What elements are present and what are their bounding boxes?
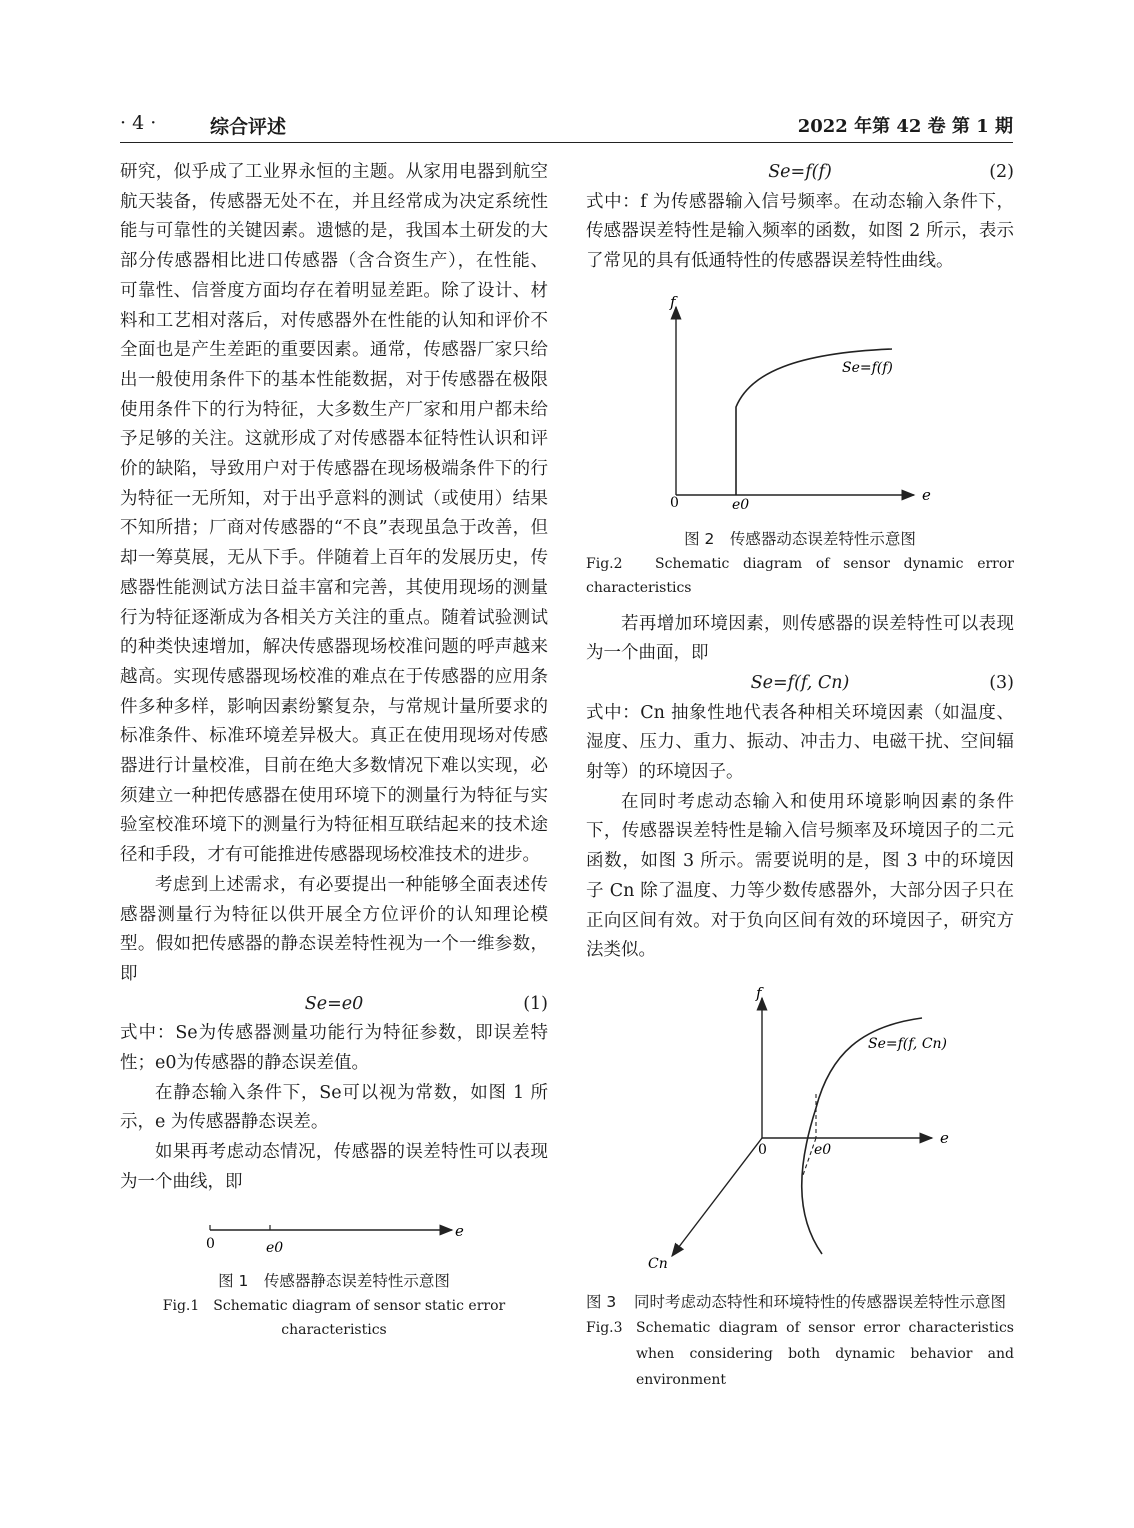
caption-text: 同时考虑动态特性和环境特性的传感器误差特性示意图 [634,1292,1007,1311]
e-axis-label: e [922,485,931,504]
curve-label: Se=f(f, Cn) [868,1035,948,1052]
paragraph: 式中：Se为传感器测量功能行为特征参数，即误差特性；e0为传感器的静态误差值。 [120,1023,548,1074]
f-axis-label: f [756,983,762,1002]
left-column [120,158,548,1342]
equation-2 [586,158,1014,188]
origin-label: 0 [206,1235,215,1252]
equation-1 [120,990,548,1020]
caption-label: 图 3 [586,1292,617,1311]
curve-label: Se=f(f) [842,359,893,376]
figure-1-caption-cn: 图 1 传感器静态误差特性示意图 [218,1272,450,1291]
figure-2-caption-cn: 图 2 传感器动态误差特性示意图 [684,529,916,548]
origin-label: 0 [758,1141,767,1158]
figure-3-caption-cn [586,1289,1014,1315]
equation-formula: Se=f(f) [768,162,832,182]
running-header [120,112,1013,140]
paragraph: 式中：Cn 抽象性地代表各种相关环境因素（如温度、湿度、压力、重力、振动、冲击力、电磁干扰、空间辐射等）的环境因子。 [586,702,1014,782]
figure-2-caption-en: Fig.2 Schematic diagram of sensor dynamic error characteristics [586,555,1014,596]
figure-2-diagram [586,295,1014,515]
equation-formula: Se=e0 [304,993,364,1014]
caption-label: Fig.3 [586,1319,623,1336]
origin-label: 0 [670,494,679,511]
figure-1-caption-en: Fig.1 Schematic diagram of sensor static error characteristics [162,1298,506,1339]
paragraph: 研究，似乎成了工业界永恒的主题。从家用电器到航空航天装备，传感器无处不在，并且经常成为决定系统性能与可靠性的关键因素。遗憾的是，我国本土研发的大部分传感器相比进口传感器（含合资生产），在性能、可靠性、信誉度方面均存在着明显差距。除了设计、材料和工艺相对落后，对传感器外在性能的认知和评价不全面也是产生差距的重要因素。通常，传感器厂家只给出一般使用条件下的基本性能数据，对于传感器在极限使用条件下的行为特征，大多数生产厂家和用户都未给予足够的关注。这就形成了对传感器本征特性认识和评价的缺陷，导致用户对于传感器在现场极端条件下的行为特征一无所知，对于出乎意料的测试（或使用）结果不知所措；厂商对传感器的“不良”表现虽急于改善，但却一筹莫展，无从下手。伴随着上百年的发展历史，传感器性能测试方法日益丰富和完善，其使用现场的测量行为特征逐渐成为各相关方关注的重点。随着试验测试的种类快速增加，解决传感器现场校准问题的呼声越来越高。实现传感器现场校准的难点在于传感器的应用条件多种多样，影响因素纷繁复杂，与常规计量所要求的标准条件、标准环境差异极大。真正在使用现场对传感器进行计量校准，目前在绝大多数情况下难以实现，必须建立一种把传感器在使用环境下的测量行为特征与实验室校准环境下的测量行为特征相互联结起来的技术途径和手段，才有可能推进传感器现场校准技术的进步。 [120,162,548,866]
page-number: · 4 · [120,112,157,134]
figure-1 [120,1220,548,1343]
paragraph: 在同时考虑动态输入和使用环境影响因素的条件下，传感器误差特性是输入信号频率及环境因子的二元函数，如图 3 所示。需要说明的是，图 3 中的环境因子 Cn 除了温度、力等少数传感器外，大部分因子只在正向区间有效。对于负向区间有效的环境因子，研究方法类似。 [586,791,1014,961]
equation-number: (1) [523,993,548,1014]
cn-axis-label: Cn [648,1255,668,1272]
figure-2 [586,295,1014,600]
e0-label: e0 [266,1239,284,1256]
cn-axis [672,1138,762,1256]
equation-formula: Se=f(f, Cn) [750,672,850,693]
e0-label: e0 [732,496,750,513]
equation-3 [586,669,1014,699]
paragraph: 若再增加环境因素，则传感器的误差特性可以表现为一个曲面，即 [586,613,1014,664]
equation-number: (3) [989,672,1014,693]
error-curve-lower [802,1108,822,1254]
equation-number: (2) [989,162,1014,182]
figure-3-caption-en [586,1315,1014,1393]
paragraph: 式中：f 为传感器输入信号频率。在动态输入条件下，传感器误差特性是输入频率的函数，如图 2 所示，表示了常见的具有低通特性的传感器误差特性曲线。 [586,191,1014,272]
paragraph: 在静态输入条件下，Se可以视为常数，如图 1 所示，e 为传感器静态误差。 [120,1082,548,1133]
paragraph: 考虑到上述需求，有必要提出一种能够全面表述传感器测量行为特征以供开展全方位评价的认知理论模型。假如把传感器的静态误差特性视为一个一维参数，即 [120,874,548,984]
section-title: 综合评述 [210,116,287,138]
error-curve-upper [816,1018,922,1108]
issue-info: 2022 年第 42 卷 第 1 期 [797,116,1013,137]
figure-3 [586,978,1014,1393]
paragraph: 如果再考虑动态情况，传感器的误差特性可以表现为一个曲线，即 [120,1142,548,1192]
figure-1-diagram [120,1220,548,1258]
e-axis-label: e [455,1221,464,1240]
e-axis-label: e [940,1128,949,1147]
f-axis-label: f [670,294,676,311]
right-column [586,158,1014,1393]
e0-label: e0 [814,1141,832,1158]
header-rule [120,142,1013,143]
figure-3-diagram [586,978,1014,1278]
caption-text: Schematic diagram of sensor error characteristics when considering both dynamic behavior and environment [636,1319,1014,1388]
